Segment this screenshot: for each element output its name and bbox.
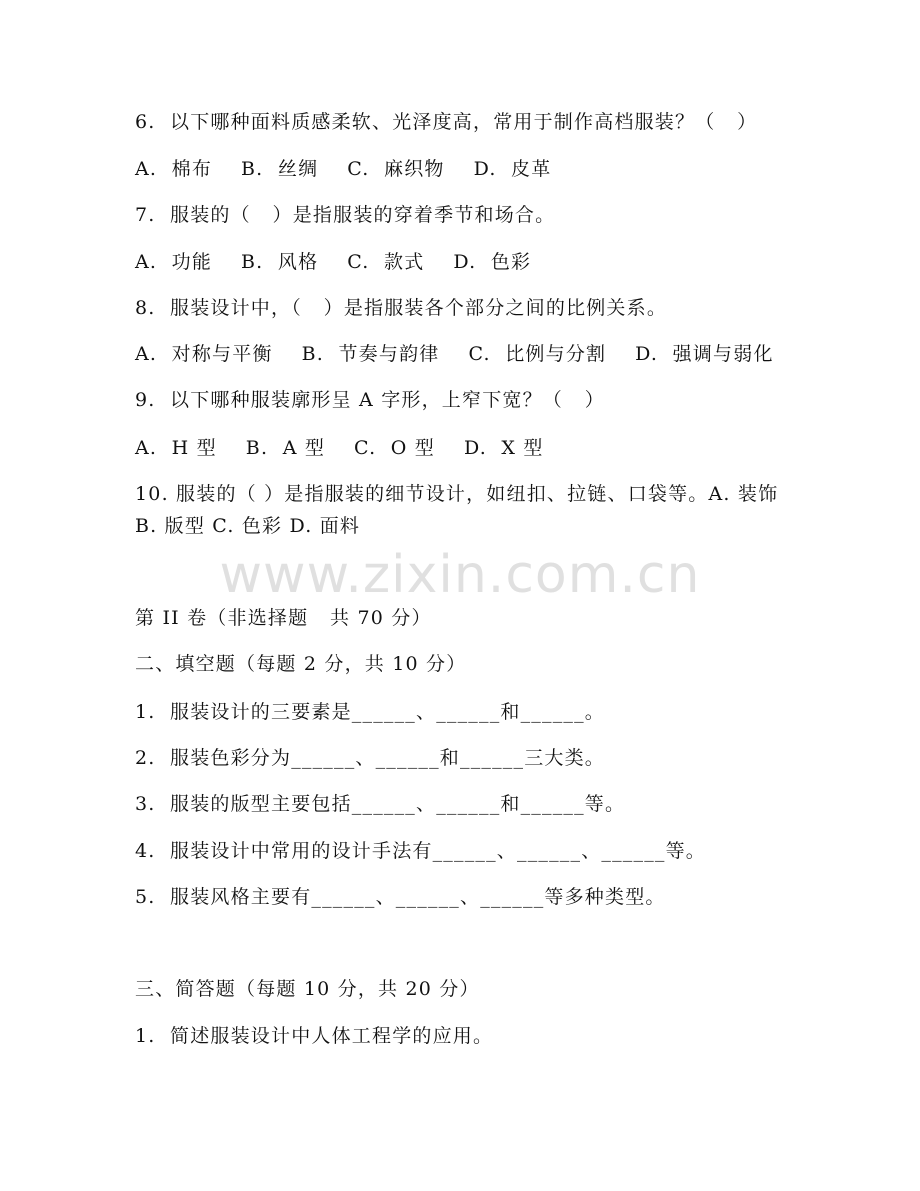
fill-in-section-heading: 二、填空题（每题 2 分，共 10 分） (135, 653, 467, 675)
short-answer-section-heading: 三、简答题（每题 10 分，共 20 分） (135, 978, 480, 1000)
question-6-options: A. 棉布 B. 丝绸 C. 麻织物 D. 皮革 (135, 158, 552, 180)
question-9-stem: 9. 以下哪种服装廓形呈 A 字形，上窄下宽？（ ） (135, 389, 605, 411)
short-answer-item-1: 1. 简述服装设计中人体工程学的应用。 (135, 1025, 494, 1047)
question-7-stem: 7. 服装的（ ）是指服装的穿着季节和场合。 (135, 204, 556, 226)
question-8-options: A. 对称与平衡 B. 节奏与韵律 C. 比例与分割 D. 强调与弱化 (135, 343, 774, 365)
fill-item-2: 2. 服装色彩分为______、______和______三大类。 (135, 747, 606, 769)
fill-item-3: 3. 服装的版型主要包括______、______和______等。 (135, 793, 626, 815)
fill-item-5: 5. 服装风格主要有______、______、______等多种类型。 (135, 886, 666, 908)
question-8-stem: 8. 服装设计中，（ ）是指服装各个部分之间的比例关系。 (135, 297, 668, 319)
fill-item-4: 4. 服装设计中常用的设计手法有______、______、______等。 (135, 840, 707, 862)
question-9-options: A. H 型 B. A 型 C. O 型 D. X 型 (135, 437, 544, 459)
question-7-options: A. 功能 B. 风格 C. 款式 D. 色彩 (135, 251, 532, 273)
fill-item-1: 1. 服装设计的三要素是______、______和______。 (135, 701, 606, 723)
question-6-stem: 6. 以下哪种面料质感柔软、光泽度高，常用于制作高档服装？（ ） (135, 111, 758, 133)
question-10: 10. 服装的（ ）是指服装的细节设计，如纽扣、拉链、口袋等。A. 装饰 B. 版型 C. 色彩 D. 面料 (135, 483, 779, 537)
part-2-title: 第 II 卷（非选择题 共 70 分） (135, 607, 432, 629)
watermark: www.zixin.com.cn (219, 545, 701, 605)
